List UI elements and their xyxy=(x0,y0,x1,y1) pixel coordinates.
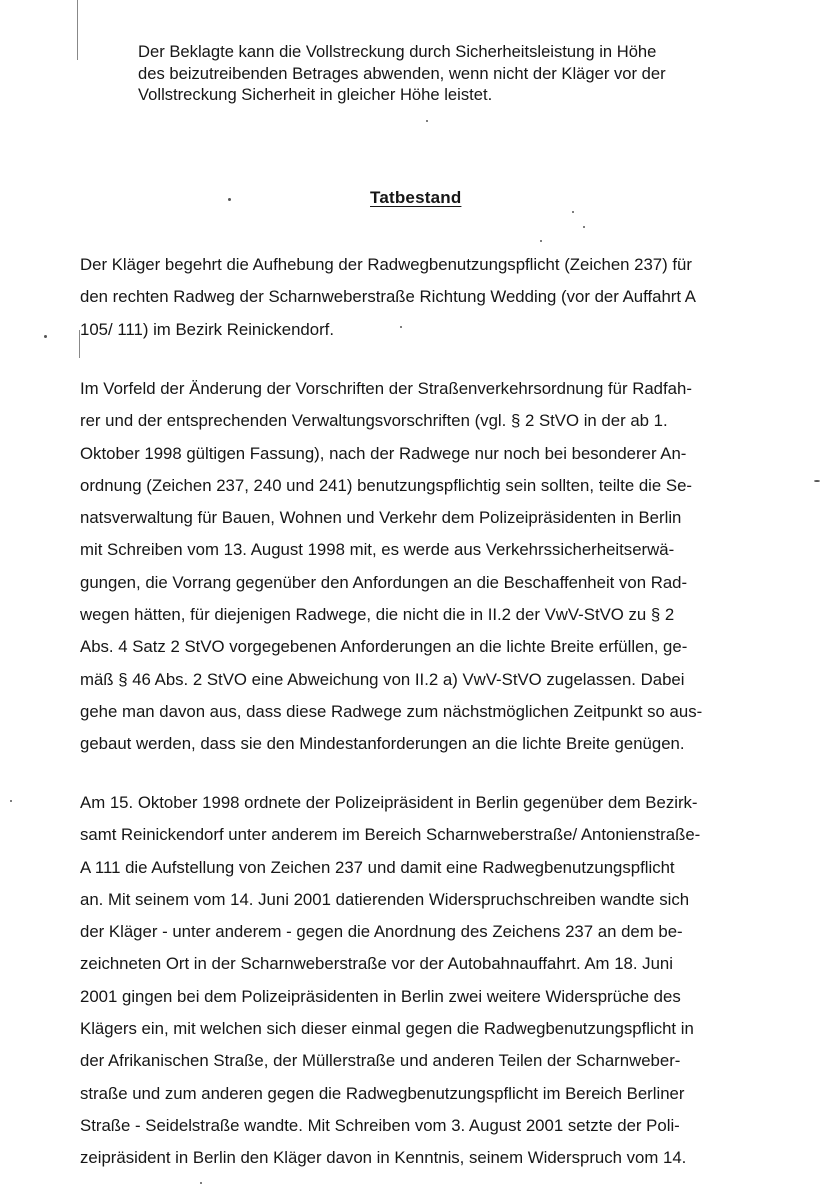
text-line: 2001 gingen bei dem Polizeipräsidenten in Berlin zwei weitere Widersprüche des xyxy=(80,986,681,1006)
text-line: gungen, die Vorrang gegenüber den Anfordungen an die Beschaffenheit von Rad- xyxy=(80,572,688,592)
text-line: mit Schreiben vom 13. August 1998 mit, es werde aus Verkehrssicherheitserwä- xyxy=(80,540,675,560)
text-line: zeichneten Ort in der Scharnweberstraße vor der Autobahnauffahrt. Am 18. Juni xyxy=(80,954,673,974)
text-line: 105/ 111) im Bezirk Reinickendorf. xyxy=(80,319,335,339)
scan-speck xyxy=(540,240,542,242)
text-line: Der Beklagte kann die Vollstreckung durch Sicherheitsleistung in Höhe xyxy=(138,42,657,61)
paragraph-2 xyxy=(80,373,800,761)
paragraph-3 xyxy=(80,787,800,1175)
scan-speck xyxy=(426,120,428,122)
text-line: den rechten Radweg der Scharnweberstraße Richtung Wedding (vor der Auffahrt A xyxy=(80,287,696,307)
text-line: an. Mit seinem vom 14. Juni 2001 datierenden Widerspruchschreiben wandte sich xyxy=(80,889,690,909)
intro-paragraph xyxy=(138,41,778,106)
paragraph-1 xyxy=(80,249,800,346)
text-line: Abs. 4 Satz 2 StVO vorgegebenen Anforderungen an die lichte Breite erfüllen, ge- xyxy=(80,637,688,657)
text-line: straße und zum anderen gegen die Radwegbenutzungspflicht im Bereich Berliner xyxy=(80,1083,685,1103)
text-line: Im Vorfeld der Änderung der Vorschriften der Straßenverkehrsordnung für Radfah- xyxy=(80,379,692,398)
text-line: Am 15. Oktober 1998 ordnete der Polizeipräsident in Berlin gegenüber dem Bezirk- xyxy=(80,793,698,812)
scan-speck xyxy=(10,800,12,802)
scan-speck xyxy=(228,198,231,201)
text-line: zeipräsident in Berlin den Kläger davon in Kenntnis, seinem Widerspruch vom 14. xyxy=(80,1148,687,1168)
text-line: gebaut werden, dass sie den Mindestanforderungen an die lichte Breite genügen. xyxy=(80,734,685,754)
scan-speck xyxy=(200,1182,202,1184)
text-line: A 111 die Aufstellung von Zeichen 237 und damit eine Radwegbenutzungspflicht xyxy=(80,857,675,877)
scan-speck xyxy=(583,226,585,228)
text-line: natsverwaltung für Bauen, Wohnen und Verkehr dem Polizeipräsidenten in Berlin xyxy=(80,508,682,528)
text-line: Vollstreckung Sicherheit in gleicher Höhe leistet. xyxy=(138,85,493,104)
scan-speck xyxy=(44,335,47,338)
text-line: Oktober 1998 gültigen Fassung), nach der Radwege nur noch bei besonderer An- xyxy=(80,443,687,463)
scan-speck xyxy=(572,211,574,213)
text-line: Der Kläger begehrt die Aufhebung der Radwegbenutzungspflicht (Zeichen 237) für xyxy=(80,255,692,274)
text-line: rer und der entsprechenden Verwaltungsvorschriften (vgl. § 2 StVO in der ab 1. xyxy=(80,411,668,431)
section-heading: Tatbestand xyxy=(370,188,462,207)
text-line: ordnung (Zeichen 237, 240 und 241) benutzungspflichtig sein sollten, teilte die Se- xyxy=(80,475,692,495)
text-line: samt Reinickendorf unter anderem im Bereich Scharnweberstraße/ Antonienstraße- xyxy=(80,825,701,845)
text-line: des beizutreibenden Betrages abwenden, wenn nicht der Kläger vor der xyxy=(138,63,666,83)
text-line: Straße - Seidelstraße wandte. Mit Schreiben vom 3. August 2001 setzte der Poli- xyxy=(80,1115,680,1135)
text-line: wegen hätten, für diejenigen Radwege, die nicht die in II.2 der VwV-StVO zu § 2 xyxy=(80,605,675,625)
text-line: mäß § 46 Abs. 2 StVO eine Abweichung von II.2 a) VwV-StVO zugelassen. Dabei xyxy=(80,669,685,689)
text-line: Klägers ein, mit welchen sich dieser einmal gegen die Radwegbenutzungspflicht in xyxy=(80,1019,694,1039)
text-line: gehe man davon aus, dass diese Radwege zum nächstmöglichen Zeitpunkt so aus- xyxy=(80,701,703,721)
text-line: der Afrikanischen Straße, der Müllerstraße und anderen Teilen der Scharnweber- xyxy=(80,1051,681,1071)
scan-speck xyxy=(814,480,820,482)
text-line: der Kläger - unter anderem - gegen die Anordnung des Zeichens 237 an dem be- xyxy=(80,922,683,942)
scan-artifact-line xyxy=(77,0,78,60)
